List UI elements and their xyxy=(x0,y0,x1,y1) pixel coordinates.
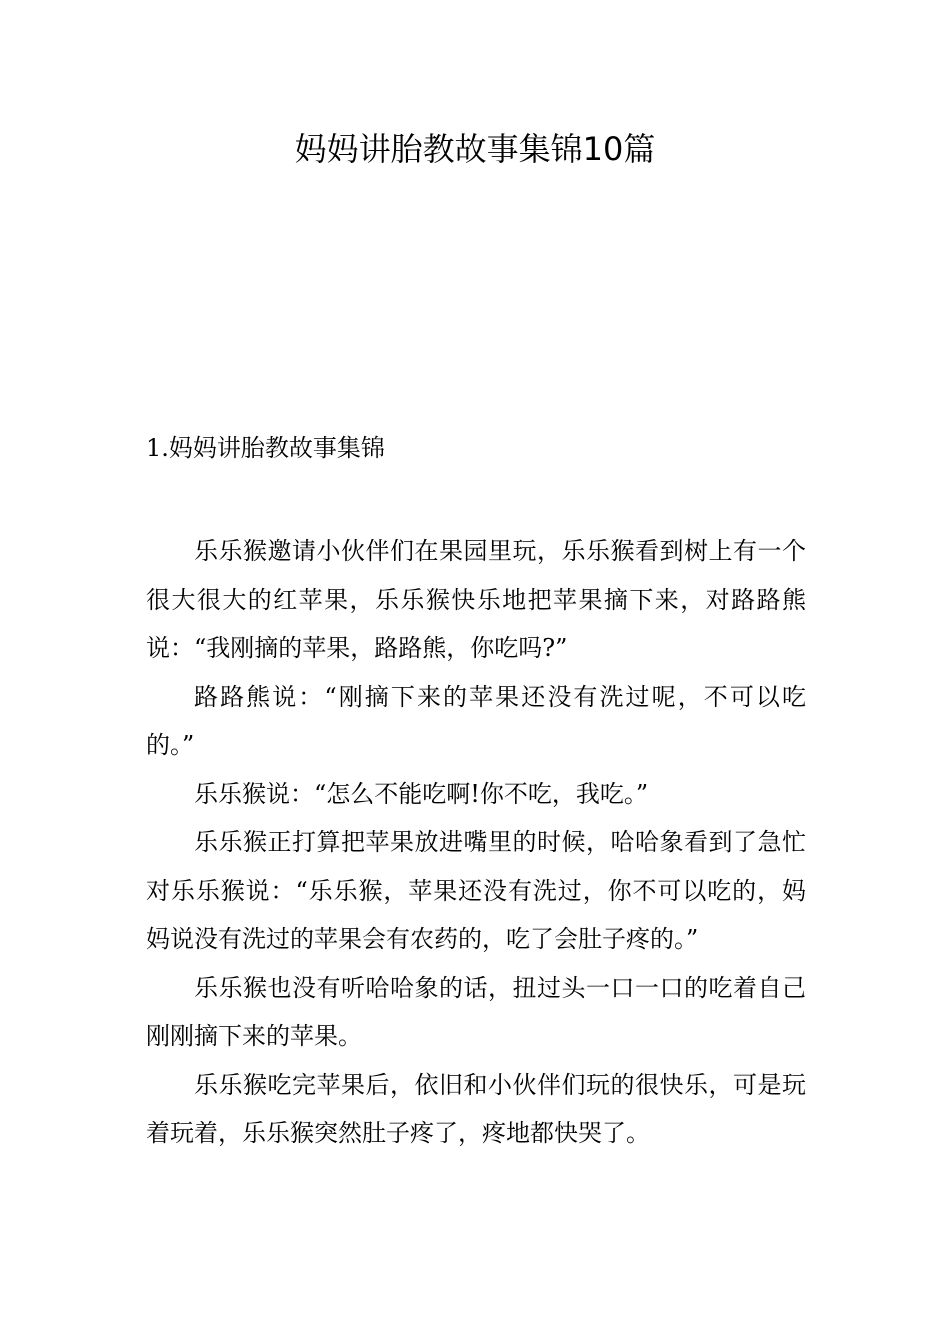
section-heading: 1.妈妈讲胎教故事集锦 xyxy=(146,434,385,462)
story-paragraph: 乐乐猴邀请小伙伴们在果园里玩，乐乐猴看到树上有一个很大很大的红苹果，乐乐猴快乐地把苹果摘下来，对路路熊说：“我刚摘的苹果，路路熊，你吃吗?” xyxy=(146,537,806,662)
story-paragraph: 乐乐猴正打算把苹果放进嘴里的时候，哈哈象看到了急忙对乐乐猴说：“乐乐猴，苹果还没有洗过，你不可以吃的，妈妈说没有洗过的苹果会有农药的，吃了会肚子疼的。” xyxy=(146,828,806,953)
story-paragraph: 乐乐猴也没有听哈哈象的话，扭过头一口一口的吃着自己刚刚摘下来的苹果。 xyxy=(146,973,806,1050)
story-paragraph: 乐乐猴说：“怎么不能吃啊!你不吃，我吃。” xyxy=(194,779,649,808)
document-title: 妈妈讲胎教故事集锦10篇 xyxy=(294,130,656,168)
story-body xyxy=(146,527,806,1158)
story-paragraph: 乐乐猴吃完苹果后，依旧和小伙伴们玩的很快乐，可是玩着玩着，乐乐猴突然肚子疼了，疼地都快哭了。 xyxy=(146,1070,806,1147)
story-paragraph: 路路熊说：“刚摘下来的苹果还没有洗过呢，不可以吃的。” xyxy=(146,682,806,759)
